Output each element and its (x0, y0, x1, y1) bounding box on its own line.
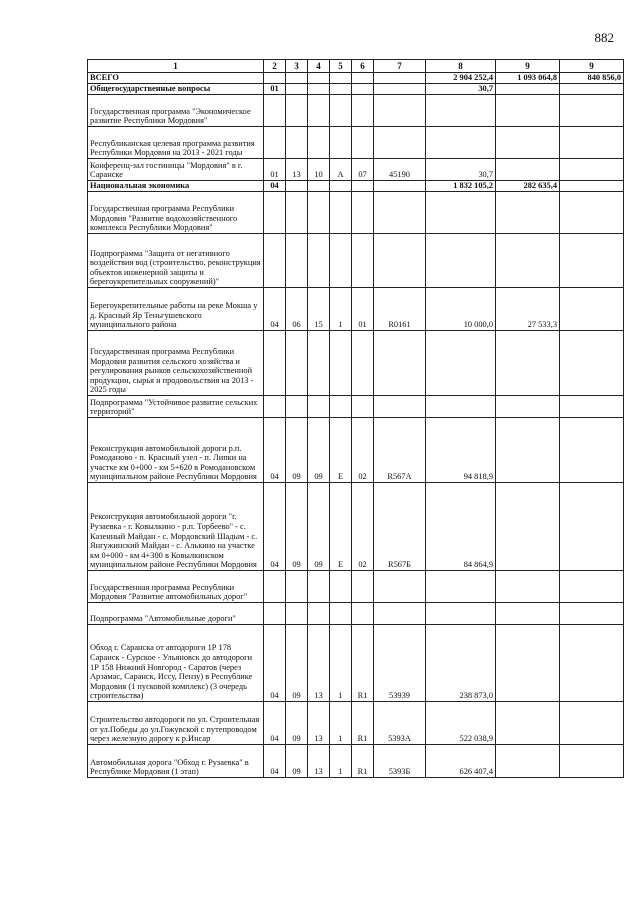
event-code-cell (352, 95, 374, 127)
subsection-code-cell (286, 192, 308, 234)
amount-col8-cell (426, 127, 496, 159)
event-code-cell (352, 571, 374, 603)
amount-col9-cell (496, 396, 560, 418)
event-code-cell (352, 234, 374, 288)
expense-code-cell (374, 331, 426, 396)
event-code-cell: 02 (352, 483, 374, 571)
section-code-cell: 04 (264, 702, 286, 745)
program-code-cell (308, 95, 330, 127)
amount-col10-cell (560, 331, 624, 396)
amount-col8-cell: 84 864,9 (426, 483, 496, 571)
header-cell: 4 (308, 60, 330, 73)
amount-col9-cell (496, 159, 560, 181)
program-code-cell (308, 396, 330, 418)
header-cell: 5 (330, 60, 352, 73)
section-code-cell (264, 331, 286, 396)
event-code-cell (352, 603, 374, 625)
section-code-cell (264, 396, 286, 418)
amount-col8-cell: 626 407,4 (426, 745, 496, 778)
program-code-cell (308, 192, 330, 234)
subprogram-code-cell (330, 95, 352, 127)
amount-col10-cell (560, 483, 624, 571)
program-code-cell: 10 (308, 159, 330, 181)
expense-code-cell (374, 234, 426, 288)
subsection-code-cell: 13 (286, 159, 308, 181)
amount-col9-cell (496, 234, 560, 288)
amount-col8-cell: 1 832 105,2 (426, 181, 496, 192)
event-code-cell: R1 (352, 745, 374, 778)
row-name-cell: Строительство автодороги по ул. Строительная от ул.Победы до ул.Гожувской с путепроводом через железную дорогу к р.Инсар (88, 702, 264, 745)
subsection-code-cell (286, 73, 308, 84)
program-code-cell (308, 234, 330, 288)
subsection-code-cell (286, 234, 308, 288)
event-code-cell (352, 396, 374, 418)
table-row (88, 181, 624, 192)
amount-col9-cell (496, 331, 560, 396)
amount-col10-cell (560, 127, 624, 159)
program-code-cell (308, 603, 330, 625)
row-name-cell: Автомобильная дорога "Обход г. Рузаевка" в Республике Мордовия (1 этап) (88, 745, 264, 778)
event-code-cell (352, 181, 374, 192)
amount-col9-cell (496, 418, 560, 483)
row-name-cell: Подпрограмма "Устойчивое развитие сельских территорий" (88, 396, 264, 418)
event-code-cell (352, 331, 374, 396)
program-code-cell: 09 (308, 418, 330, 483)
amount-col9-cell (496, 84, 560, 95)
amount-col8-cell: 2 904 252,4 (426, 73, 496, 84)
amount-col9-cell (496, 745, 560, 778)
subprogram-code-cell (330, 127, 352, 159)
subprogram-code-cell: 1 (330, 625, 352, 702)
subsection-code-cell: 09 (286, 702, 308, 745)
section-code-cell (264, 127, 286, 159)
amount-col9-cell (496, 95, 560, 127)
subsection-code-cell (286, 84, 308, 95)
subsection-code-cell: 09 (286, 483, 308, 571)
amount-col10-cell (560, 396, 624, 418)
event-code-cell (352, 127, 374, 159)
table-row (88, 571, 624, 603)
header-cell: 3 (286, 60, 308, 73)
expense-code-cell (374, 396, 426, 418)
amount-col10-cell (560, 625, 624, 702)
amount-col8-cell: 10 000,0 (426, 288, 496, 331)
row-name-cell: Обход г. Саранска от автодороги 1Р 178 Саранск - Сурское - Ульяновск до автодороги 1Р 158 Нижний Новгород - Саратов (через Арзамас, Саранск, Иссу, Пензу) в Республике Мордовия (1 пусковой комплекс) (3 очередь строительства) (88, 625, 264, 702)
section-code-cell: 04 (264, 418, 286, 483)
header-cell: 7 (374, 60, 426, 73)
event-code-cell: R1 (352, 702, 374, 745)
section-code-cell (264, 192, 286, 234)
amount-col9-cell (496, 625, 560, 702)
expense-code-cell: 5393А (374, 702, 426, 745)
subprogram-code-cell (330, 331, 352, 396)
amount-col10-cell (560, 95, 624, 127)
table-row (88, 234, 624, 288)
section-code-cell: 04 (264, 483, 286, 571)
amount-col9-cell (496, 571, 560, 603)
subsection-code-cell (286, 603, 308, 625)
event-code-cell (352, 73, 374, 84)
table-row (88, 95, 624, 127)
amount-col9-cell (496, 483, 560, 571)
row-name-cell: Государственная программа Республики Мордовия "Развитие водохозяйственного комплекса Республики Мордовия" (88, 192, 264, 234)
program-code-cell: 13 (308, 745, 330, 778)
amount-col8-cell: 94 818,9 (426, 418, 496, 483)
row-name-cell: Реконструкция автомобильной дороги "г. Рузаевка - г. Ковылкино - р.п. Торбеево" - с. Казенный Майдан - с. Мордовский Шадым - с. Янгужинский Майдан - с. Алькино на участке км 0+000 - км 4+300 в Ковылкинском муниципальном районе Республики Мордовия (88, 483, 264, 571)
section-code-cell: 01 (264, 84, 286, 95)
expense-code-cell: R0161 (374, 288, 426, 331)
expense-code-cell (374, 603, 426, 625)
header-cell: 9 (560, 60, 624, 73)
table-body (88, 73, 624, 778)
program-code-cell: 13 (308, 625, 330, 702)
table-row (88, 483, 624, 571)
amount-col10-cell (560, 288, 624, 331)
row-name-cell: Государственная программа "Экономическое развитие Республики Мордовия" (88, 95, 264, 127)
expense-code-cell (374, 84, 426, 95)
budget-table (87, 59, 624, 778)
row-name-cell: Национальная экономика (88, 181, 264, 192)
program-code-cell (308, 84, 330, 95)
subsection-code-cell: 09 (286, 625, 308, 702)
amount-col9-cell: 282 635,4 (496, 181, 560, 192)
subsection-code-cell (286, 127, 308, 159)
amount-col10-cell (560, 181, 624, 192)
amount-col9-cell (496, 127, 560, 159)
subsection-code-cell: 06 (286, 288, 308, 331)
event-code-cell: 07 (352, 159, 374, 181)
section-code-cell (264, 95, 286, 127)
subsection-code-cell: 09 (286, 418, 308, 483)
subprogram-code-cell (330, 84, 352, 95)
expense-code-cell: R567А (374, 418, 426, 483)
amount-col10-cell (560, 234, 624, 288)
subsection-code-cell (286, 571, 308, 603)
row-name-cell: Общегосударственные вопросы (88, 84, 264, 95)
expense-code-cell (374, 73, 426, 84)
amount-col8-cell (426, 331, 496, 396)
table-row (88, 73, 624, 84)
section-code-cell (264, 571, 286, 603)
table-row (88, 603, 624, 625)
row-name-cell: Государственная программа Республики Мордовия развития сельского хозяйства и регулирования рынков сельскохозяйственной продукции, сырья и продовольствия на 2013 - 2025 годы (88, 331, 264, 396)
table-row (88, 418, 624, 483)
amount-col9-cell (496, 603, 560, 625)
amount-col9-cell (496, 192, 560, 234)
subsection-code-cell (286, 331, 308, 396)
amount-col8-cell: 238 873,0 (426, 625, 496, 702)
row-name-cell: Берегоукрепительные работы на реке Мокша у д. Красный Яр Теньгушевского муниципального района (88, 288, 264, 331)
subsection-code-cell (286, 396, 308, 418)
header-cell: 2 (264, 60, 286, 73)
subprogram-code-cell (330, 192, 352, 234)
table-row (88, 625, 624, 702)
row-name-cell: Реконструкция автомобильной дороги р.п. Ромоданово - п. Красный узел - п. Липки на участке км 0+000 - км 5+620 в Ромодановском муниципальном районе Республики Мордовия (88, 418, 264, 483)
amount-col8-cell (426, 234, 496, 288)
subprogram-code-cell (330, 603, 352, 625)
program-code-cell: 15 (308, 288, 330, 331)
amount-col10-cell (560, 159, 624, 181)
subprogram-code-cell (330, 571, 352, 603)
amount-col9-cell: 27 533,3 (496, 288, 560, 331)
program-code-cell: 09 (308, 483, 330, 571)
subprogram-code-cell (330, 181, 352, 192)
subsection-code-cell (286, 181, 308, 192)
table-header-row (88, 60, 624, 73)
subprogram-code-cell: А (330, 159, 352, 181)
amount-col8-cell: 522 038,9 (426, 702, 496, 745)
event-code-cell (352, 192, 374, 234)
amount-col10-cell (560, 571, 624, 603)
subprogram-code-cell (330, 396, 352, 418)
row-name-cell: ВСЕГО (88, 73, 264, 84)
amount-col8-cell: 30,7 (426, 159, 496, 181)
table-row (88, 331, 624, 396)
header-cell: 8 (426, 60, 496, 73)
expense-code-cell (374, 571, 426, 603)
expense-code-cell: 53939 (374, 625, 426, 702)
section-code-cell: 04 (264, 625, 286, 702)
table-row (88, 396, 624, 418)
amount-col8-cell (426, 603, 496, 625)
row-name-cell: Государственная программа Республики Мордовия "Развитие автомобильных дорог" (88, 571, 264, 603)
header-cell: 1 (88, 60, 264, 73)
expense-code-cell: R567Б (374, 483, 426, 571)
subprogram-code-cell: 1 (330, 745, 352, 778)
table-row (88, 127, 624, 159)
amount-col8-cell: 30,7 (426, 84, 496, 95)
table-row (88, 192, 624, 234)
table-row (88, 745, 624, 778)
program-code-cell (308, 73, 330, 84)
subprogram-code-cell (330, 73, 352, 84)
row-name-cell: Подпрограмма "Автомобильные дороги" (88, 603, 264, 625)
subsection-code-cell (286, 95, 308, 127)
subprogram-code-cell: 1 (330, 288, 352, 331)
section-code-cell (264, 73, 286, 84)
amount-col10-cell (560, 84, 624, 95)
section-code-cell: 04 (264, 181, 286, 192)
section-code-cell: 04 (264, 288, 286, 331)
table-row (88, 702, 624, 745)
subprogram-code-cell: 1 (330, 702, 352, 745)
event-code-cell: R1 (352, 625, 374, 702)
expense-code-cell (374, 127, 426, 159)
table-row (88, 84, 624, 95)
amount-col9-cell: 1 093 064,8 (496, 73, 560, 84)
subprogram-code-cell (330, 234, 352, 288)
expense-code-cell (374, 181, 426, 192)
amount-col10-cell (560, 702, 624, 745)
row-name-cell: Подпрограмма "Защита от негативного воздействия вод (строительство, реконструкция объектов инженерной защиты и берегоукрепительных сооружений)" (88, 234, 264, 288)
event-code-cell: 01 (352, 288, 374, 331)
expense-code-cell: 45190 (374, 159, 426, 181)
header-cell: 9 (496, 60, 560, 73)
amount-col10-cell (560, 745, 624, 778)
row-name-cell: Конференц-зал гостиницы "Мордовия" в г. Саранске (88, 159, 264, 181)
event-code-cell (352, 84, 374, 95)
amount-col9-cell (496, 702, 560, 745)
amount-col8-cell (426, 571, 496, 603)
expense-code-cell (374, 95, 426, 127)
amount-col10-cell (560, 603, 624, 625)
row-name-cell: Республиканская целевая программа развития Республики Мордовия на 2013 - 2021 годы (88, 127, 264, 159)
subsection-code-cell: 09 (286, 745, 308, 778)
expense-code-cell: 5393Б (374, 745, 426, 778)
amount-col10-cell: 840 856,0 (560, 73, 624, 84)
subprogram-code-cell: Е (330, 418, 352, 483)
table-row (88, 288, 624, 331)
amount-col10-cell (560, 418, 624, 483)
expense-code-cell (374, 192, 426, 234)
amount-col8-cell (426, 396, 496, 418)
section-code-cell (264, 234, 286, 288)
amount-col8-cell (426, 95, 496, 127)
program-code-cell (308, 331, 330, 396)
program-code-cell (308, 571, 330, 603)
program-code-cell (308, 181, 330, 192)
section-code-cell: 01 (264, 159, 286, 181)
section-code-cell (264, 603, 286, 625)
program-code-cell: 13 (308, 702, 330, 745)
event-code-cell: 02 (352, 418, 374, 483)
table-row (88, 159, 624, 181)
amount-col8-cell (426, 192, 496, 234)
section-code-cell: 04 (264, 745, 286, 778)
page-number: 882 (594, 30, 614, 45)
program-code-cell (308, 127, 330, 159)
amount-col10-cell (560, 192, 624, 234)
subprogram-code-cell: Е (330, 483, 352, 571)
header-cell: 6 (352, 60, 374, 73)
